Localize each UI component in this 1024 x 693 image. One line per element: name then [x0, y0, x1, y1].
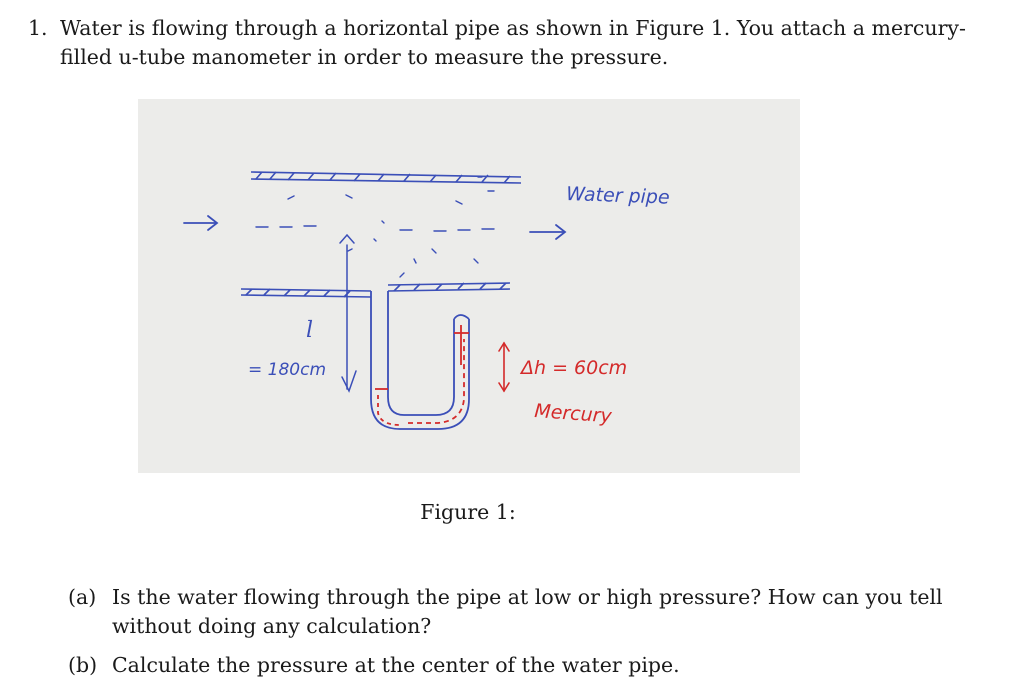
question-a-label: (a): [68, 585, 97, 609]
problem-statement: [28, 14, 988, 72]
label-l: l: [306, 318, 314, 343]
label-mercury: Mercury: [533, 400, 613, 428]
problem-text-2: filled u-tube manometer in order to measure the pressure.: [60, 45, 669, 69]
question-a-text-1: Is the water flowing through the pipe at low or high pressure? How can you tell: [112, 585, 943, 609]
question-b: [68, 651, 968, 680]
figure-photo: [138, 99, 800, 473]
question-b-label: (b): [68, 653, 98, 677]
problem-number: 1.: [28, 16, 48, 40]
question-list: [68, 583, 968, 690]
label-length: = 180cm: [248, 360, 327, 380]
figure-caption: Figure 1:: [420, 500, 516, 524]
manometer-sketch: [138, 99, 800, 473]
question-a-text-2: without doing any calculation?: [112, 614, 432, 638]
problem-line-1: [28, 14, 988, 43]
question-b-text-1: Calculate the pressure at the center of the water pipe.: [112, 653, 680, 677]
label-water-pipe: Water pipe: [565, 183, 671, 209]
problem-text-1: Water is flowing through a horizontal pipe as shown in Figure 1. You attach a mercury-: [60, 16, 966, 40]
question-a: [68, 583, 968, 641]
label-delta-h: Δh = 60cm: [521, 357, 628, 379]
